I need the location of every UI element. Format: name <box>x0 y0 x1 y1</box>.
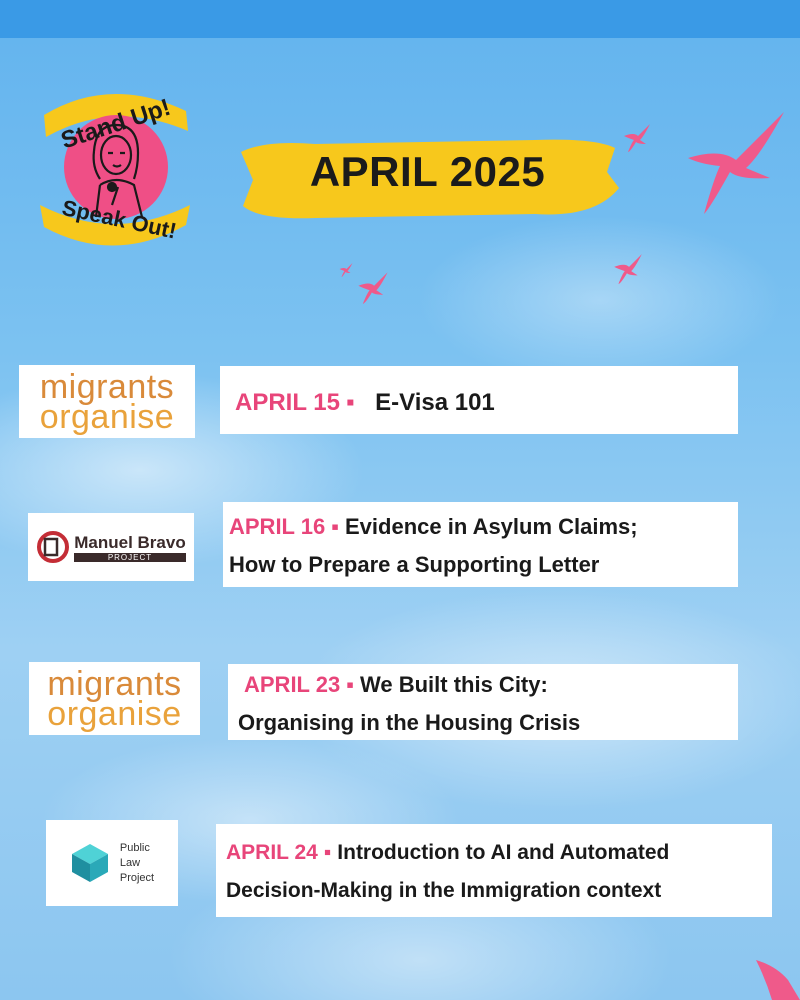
event-date: APRIL 24 <box>226 841 318 864</box>
org-line3: Project <box>119 871 155 884</box>
page-title: APRIL 2025 <box>309 148 546 195</box>
event-line1 <box>235 384 738 422</box>
event-separator: ▪ <box>323 841 332 864</box>
event-separator: ▪ <box>346 672 354 697</box>
org-name: Manuel Bravo <box>74 532 186 552</box>
event-title-line2: Decision-Making in the Immigration context <box>226 879 662 902</box>
event-title-line2: How to Prepare a Supporting Letter <box>229 552 600 577</box>
event-line1 <box>226 834 772 872</box>
event-separator: ▪ <box>331 514 339 539</box>
event-title-line1: We Built this City: <box>360 672 548 697</box>
public-law-project-logo <box>46 820 178 906</box>
org-logo-line2: organise <box>39 397 175 436</box>
swallow-bird-icon <box>612 252 644 286</box>
org-logo-line2: organise <box>47 694 182 733</box>
event-title-line1: Evidence in Asylum Claims; <box>345 514 638 539</box>
swallow-bird-icon <box>752 950 800 1000</box>
org-line1: Public <box>119 841 150 854</box>
org-logo-line1: migrants <box>39 367 175 406</box>
swallow-bird-icon <box>338 262 354 278</box>
event-line1 <box>229 508 738 546</box>
badge-text-bottom: Speak Out! <box>59 194 179 244</box>
event-line1 <box>238 666 738 704</box>
event-card <box>228 664 738 740</box>
swallow-bird-icon <box>680 108 790 218</box>
manuel-bravo-project-logo <box>28 513 194 581</box>
event-title-line1: Introduction to AI and Automated <box>337 841 670 864</box>
top-bar <box>0 0 800 38</box>
org-line2: Law <box>119 856 141 869</box>
event-title: E-Visa 101 <box>375 389 495 416</box>
migrants-organise-logo <box>19 365 195 438</box>
event-date: APRIL 15 <box>235 389 340 416</box>
event-date: APRIL 16 <box>229 514 326 539</box>
badge-text-top: Stand Up! <box>57 93 174 155</box>
event-title-line2: Organising in the Housing Crisis <box>238 710 581 735</box>
event-date: APRIL 23 <box>244 672 341 697</box>
event-card <box>216 824 772 917</box>
event-card <box>220 366 738 434</box>
swallow-bird-icon <box>622 122 652 154</box>
cube-icon <box>70 842 110 884</box>
event-separator: ▪ <box>345 389 355 416</box>
org-logo-line1: migrants <box>47 664 182 703</box>
swallow-bird-icon <box>356 270 390 306</box>
manuel-bravo-mark-icon <box>36 530 70 564</box>
event-card <box>223 502 738 587</box>
stand-up-speak-out-logo <box>30 75 200 250</box>
migrants-organise-logo <box>29 662 200 735</box>
org-sub: PROJECT <box>74 553 185 562</box>
